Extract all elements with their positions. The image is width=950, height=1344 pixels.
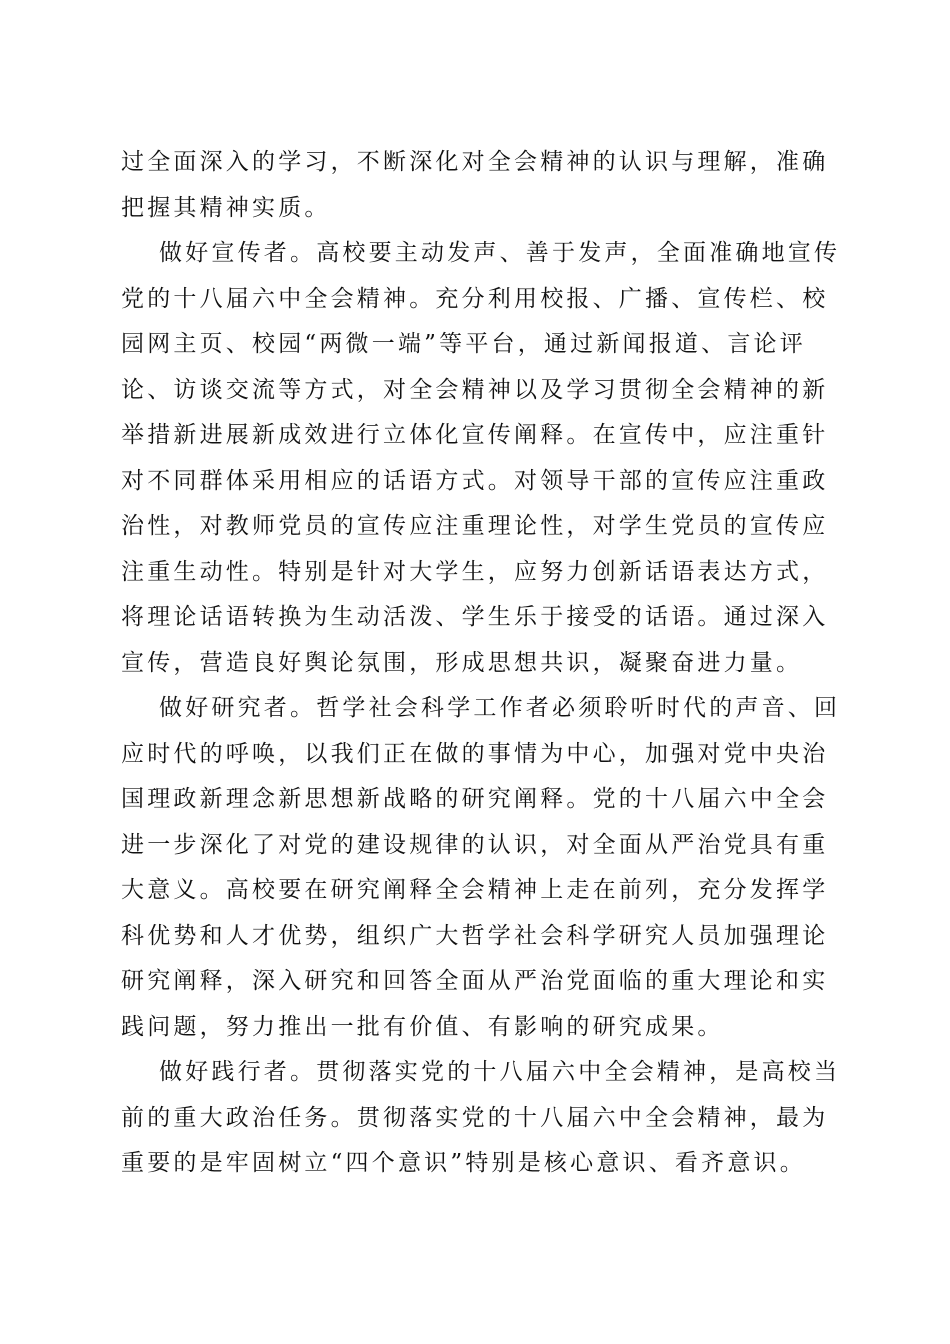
- text-line: 研究阐释，深入研究和回答全面从严治党面临的重大理论和实: [121, 968, 829, 994]
- text-line: 注重生动性。特别是针对大学生，应努力创新话语表达方式，: [121, 558, 829, 585]
- text-line: 做好践行者。贯彻落实党的十八届六中全会精神，是高校当: [159, 1059, 841, 1085]
- paragraph-publicity: [121, 231, 841, 686]
- paragraph-research: [121, 686, 841, 1050]
- text-line: 应时代的呼唤，以我们正在做的事情为中心，加强对党中央治: [121, 740, 829, 767]
- text-line: 举措新进展新成效进行立体化宣传阐释。在宣传中，应注重针: [121, 422, 829, 448]
- paragraph-practice: [121, 1050, 841, 1187]
- text-line: 将理论话语转换为生动活泼、学生乐于接受的话语。通过深入: [121, 604, 829, 630]
- text-line: 党的十八届六中全会精神。充分利用校报、广播、宣传栏、校: [121, 285, 829, 312]
- text-line: 进一步深化了对党的建设规律的认识，对全面从严治党具有重: [121, 831, 829, 858]
- text-line: 宣传，营造良好舆论氛围，形成思想共识，凝聚奋进力量。: [121, 649, 803, 676]
- text-line: 论、访谈交流等方式，对全会精神以及学习贯彻全会精神的新: [121, 376, 829, 403]
- text-line: 园网主页、校园“两微一端”等平台，通过新闻报道、言论评: [121, 331, 806, 357]
- text-line: 把握其精神实质。: [121, 194, 331, 221]
- text-line: 过全面深入的学习，不断深化对全会精神的认识与理解，准确: [121, 149, 829, 175]
- text-line: 科优势和人才优势，组织广大哲学社会科学研究人员加强理论: [121, 922, 829, 949]
- text-line: 做好宣传者。高校要主动发声、善于发声，全面准确地宣传: [159, 240, 841, 266]
- text-line: 治性，对教师党员的宣传应注重理论性，对学生党员的宣传应: [121, 513, 829, 539]
- text-line: 做好研究者。哲学社会科学工作者必须聆听时代的声音、回: [159, 695, 841, 721]
- text-line: 践问题，努力推出一批有价值、有影响的研究成果。: [121, 1013, 724, 1040]
- text-line: 对不同群体采用相应的话语方式。对领导干部的宣传应注重政: [121, 467, 829, 494]
- text-line: 国理政新理念新思想新战略的研究阐释。党的十八届六中全会: [121, 786, 829, 812]
- paragraph-continuation: [121, 140, 827, 231]
- document-body: [121, 140, 841, 1187]
- text-line: 前的重大政治任务。贯彻落实党的十八届六中全会精神，最为: [121, 1104, 829, 1131]
- text-line: 重要的是牢固树立“四个意识”特别是核心意识、看齐意识。: [121, 1150, 806, 1176]
- text-line: 大意义。高校要在研究阐释全会精神上走在前列，充分发挥学: [121, 877, 829, 903]
